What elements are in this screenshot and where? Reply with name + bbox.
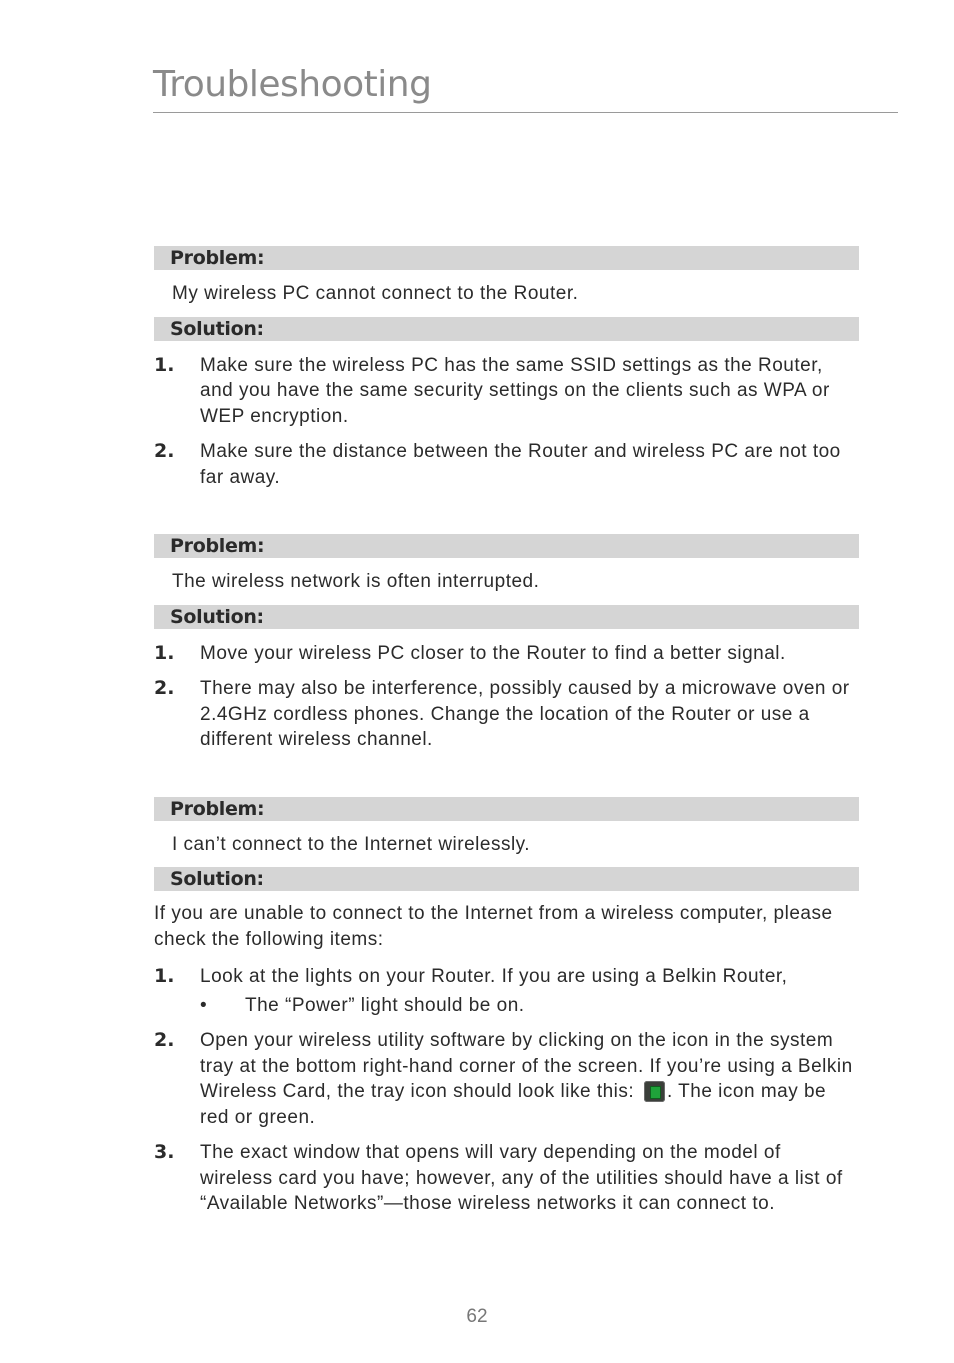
step-text: Move your wireless PC closer to the Router to find a better signal. bbox=[200, 642, 786, 664]
list-item bbox=[154, 641, 859, 667]
problem-header: Problem: bbox=[154, 534, 859, 558]
list-item bbox=[154, 676, 859, 753]
list-item bbox=[154, 353, 859, 430]
troubleshooting-section bbox=[154, 246, 859, 490]
step-number: 2. bbox=[154, 1029, 175, 1051]
list-item bbox=[154, 1028, 859, 1130]
solution-steps bbox=[154, 964, 859, 1217]
page-title: Troubleshooting bbox=[153, 64, 432, 105]
problem-header: Problem: bbox=[154, 246, 859, 270]
bullet-marker: • bbox=[200, 994, 208, 1016]
list-item bbox=[154, 964, 859, 1018]
content bbox=[154, 246, 859, 1227]
page-number: 62 bbox=[466, 1306, 488, 1327]
problem-text: I can’t connect to the Internet wirelessly. bbox=[172, 833, 531, 855]
step-text: The exact window that opens will vary depending on the model of wireless card you have; however, any of the utilities should have a list of “Available Networks”—those wireless networks it can connect to. bbox=[200, 1142, 843, 1214]
bullet-text: The “Power” light should be on. bbox=[245, 994, 525, 1016]
step-number: 1. bbox=[154, 641, 175, 664]
solution-steps bbox=[154, 641, 859, 753]
solution-header: Solution: bbox=[154, 605, 859, 629]
step-text: Make sure the distance between the Router and wireless PC are not too far away. bbox=[200, 441, 841, 488]
problem-text: My wireless PC cannot connect to the Router. bbox=[172, 283, 579, 304]
troubleshooting-section bbox=[154, 797, 859, 1217]
step-number: 3. bbox=[154, 1141, 175, 1163]
troubleshooting-section bbox=[154, 534, 859, 753]
problem-header: Problem: bbox=[154, 797, 859, 821]
step-number: 1. bbox=[154, 353, 175, 376]
step-number: 1. bbox=[154, 965, 175, 987]
list-item bbox=[154, 1140, 859, 1217]
solution-header: Solution: bbox=[154, 867, 859, 891]
step-text: Open your wireless utility software by clicking on the icon in the system tray at the bottom right-hand corner of the screen. If you’re using a Belkin Wireless Card, the tray icon should look like this: bbox=[200, 1030, 853, 1102]
step-text: Make sure the wireless PC has the same SSID settings as the Router, and you have the same security settings on the clients such as WPA or WEP encryption. bbox=[200, 354, 830, 427]
step-text-continued: . The icon may be red or green. bbox=[200, 1081, 827, 1128]
wireless-tray-icon bbox=[644, 1081, 665, 1102]
step-number: 2. bbox=[154, 440, 175, 462]
solution-intro: If you are unable to connect to the Internet from a wireless computer, please check the following items: bbox=[154, 903, 833, 950]
problem-text: The wireless network is often interrupted. bbox=[172, 571, 540, 592]
solution-steps bbox=[154, 353, 859, 491]
list-item bbox=[154, 439, 859, 490]
title-divider bbox=[153, 112, 898, 113]
bullet-item bbox=[200, 993, 859, 1019]
step-text: Look at the lights on your Router. If you are using a Belkin Router, bbox=[200, 966, 788, 987]
step-number: 2. bbox=[154, 677, 175, 699]
step-text: There may also be interference, possibly caused by a microwave oven or 2.4GHz cordless phones. Change the location of the Router or use a different wireless channel. bbox=[200, 678, 850, 750]
solution-header: Solution: bbox=[154, 317, 859, 341]
